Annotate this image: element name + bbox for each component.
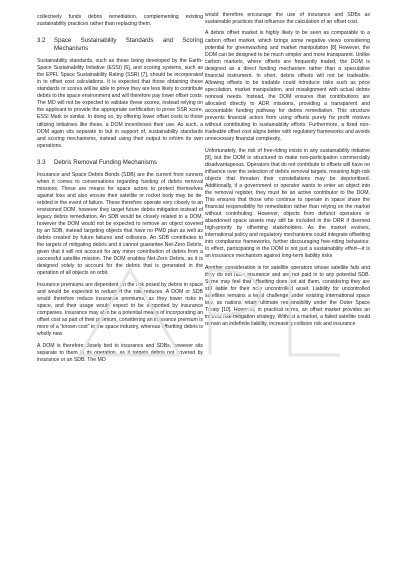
section-number: 3.3 bbox=[37, 158, 46, 166]
section-title: Debris Removal Funding Mechanisms bbox=[54, 158, 157, 166]
paragraph: A DOM is therefore closely tied to insurance and SDBs, however sits separate to them in its operation, as it targets debris not covered by insurance or an SDB. The MO bbox=[37, 342, 203, 363]
paragraph: would therefore encourage the use of insurance and SDBs as sustainable practices that influence the calculation of an offset cost. bbox=[205, 12, 370, 26]
paragraph: Insurance and Space Debris Bonds (SDB) are the current front runners when it comes to conversations regarding funding of debris removal missions. These are means for space actors to protect themselves against loss and also ensure their satellite or rocket body may be de-orbited in the event of failure. These therefore operate very closely to an envisioned DOM, however they target future debris mitigation instead of legacy debris remediation. An SDB would be closely related to a DOM, however the DOM would not be expected to remove an object covered by an SDB, instead targeting objects that have no PMD plan as well as debris created by future failures and collisions. An SDB contributes to the targets of mitigating debris and it cannot guarantee Net-Zero Debris, given that it will not account for any minor contribution of debris from a successful satellite mission. The DOM enables Net-Zero Debris, as it is designed solely to account for the debris that is generated in the operation of all objects on orbit. bbox=[37, 171, 203, 277]
left-column bbox=[37, 14, 203, 368]
paragraph: Sustainability standards, such as those being developed by the Earth-Space Sustainability Initiative (ESSI) [6], and scoring systems, such as the EPFL Space Sustainability Rating (SSR) [7], should be incorporated in to offset cost calculations. It is expected that those obtaining these standards or scores will be able to prove they are less likely to contribute debris to the space environment and will therefore pay lower offset costs. The MO will not be expected to validate these scores, instead relying on the applicant to provide the appropriate certification to prove SSR score, ESSI Mark or similar. In doing so, by offering lower offset costs to those utilizing initiatives like these, a DOM incentivises their use. As such, a DOM again sits separate to but in support of, sustainability standards and scoring mechanisms, instead using their output to inform its own operations. bbox=[37, 58, 203, 149]
section-title: Space Sustainability Standards and Scoring Mechanisms bbox=[54, 37, 203, 53]
paragraph: Unfortunately, the risk of free-riding exists in any sustainability initiative [9], but the DOM is structured to make non-participation commercially disadvantageous. Operators that do not contribute to offsets will have no influence over the selection of debris removal targets, meaning high-risk objects that threaten their constellations may be deprioritised. Additionally, if a government or operator wants to enter an object into the removal register, they must be an active contributor to the DOM. This ensures that those who continue to operate in space share the financial responsibility for remediation rather than relying on the market without contributing. However, objects from defunct operators or abandoned space assets may still be included in the DRR if deemed high-priority by offsetting stakeholders. As the market evolves, international policy and regulatory mechanisms could integrate offsetting into compliance frameworks, further discouraging free-riding behaviour. In effect, participating in the DOM is not just a sustainability effort—it is an insurance mechanism against long-term liability risks bbox=[205, 147, 370, 260]
section-heading-3-2 bbox=[37, 37, 203, 53]
right-column bbox=[205, 12, 370, 333]
section-number: 3.2 bbox=[37, 37, 46, 45]
paragraph: Insurance premiums are dependent on the risk posed by debris in space and would be expected to reduce if the risk reduces. A DOM or SDB would therefore reduce insurance premiums, as they lower risks in space, and their usage would expect to be supported by insurance companies. Insurance may also be a potential means of incorporating an offset cost as part of their premium, considering an insurance premium is more of a “known cost” to the space industry, whereas offsetting debris is wholly new. bbox=[37, 281, 203, 338]
paragraph: Another consideration is for satellite operators whose satellite fails and they do not have insurance and are not paid in to any potential SDB. Some may feel that offsetting does not aid them, considering they are still liable for their now uncontrolled asset. Liability for uncontrolled satellites remains a legal challenge under existing international space law, as nations retain ultimate responsibility under the Outer Space Treaty [10]. However, in practical terms, an offset market provides an indirect risk-mitigation strategy. Without a market, a failed satellite could remain an indefinite liability, increasing collision risk and insurance bbox=[205, 264, 370, 328]
paragraph: A debris offset market is highly likely to be seen as comparable to a carbon offset market, which brings some negative views considering potential for greenwashing and market manipulation [8] However, the DOM can be designed to be much simpler and more transparent. Unlike carbon markets, where offsets are frequently traded, the DOM is designed as a direct funding mechanism rather than a speculative financial instrument. In short, debris offsets will not be tradeable. Allowing offsets to be tradable could introduce risks such as price speculation, market manipulation, and misalignment with actual debris removal needs. Instead, the DOM ensures that contributions are allocated directly to ADR missions, providing a transparent and accountable funding pathway for debris remediation. This structure prevents financial actors from using offsets purely for profit motives without contributing to sustainability efforts. Furthermore, a fixed non-tradeable offset cost aligns better with regulatory frameworks and avoids unnecessary financial complexity. bbox=[205, 30, 370, 143]
section-heading-3-3 bbox=[37, 159, 203, 167]
intro-paragraph: collectively funds debris remediation, complementing existing sustainability practices rather than replacing them. bbox=[37, 14, 203, 28]
